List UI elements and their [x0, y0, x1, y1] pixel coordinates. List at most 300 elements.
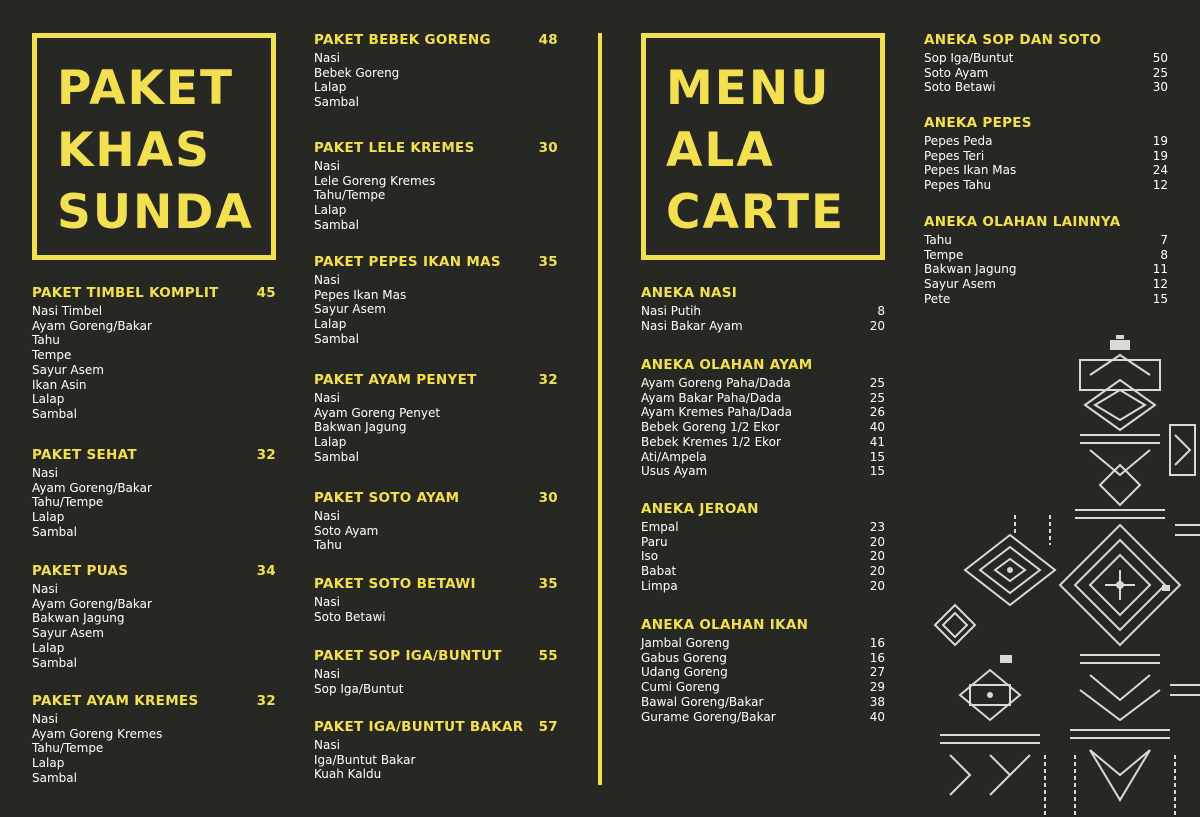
item-name: Lalap: [314, 317, 347, 332]
item-price: 50: [1152, 51, 1168, 65]
list-item: [314, 288, 558, 303]
section-heading: [641, 355, 885, 375]
section-items: [641, 304, 885, 333]
section-price: 32: [256, 447, 276, 463]
item-price: 15: [869, 449, 885, 464]
list-item: [32, 597, 276, 612]
list-item: [32, 611, 276, 626]
item-name: Nasi: [314, 595, 340, 609]
list-item: [32, 466, 276, 481]
list-item: [641, 435, 885, 450]
section-name: ANEKA OLAHAN IKAN: [641, 617, 809, 633]
list-item: [641, 405, 885, 420]
section-heading: [32, 445, 276, 465]
list-item: [314, 524, 558, 539]
section-name: ANEKA OLAHAN AYAM: [641, 357, 813, 373]
item-name: Jambal Goreng: [641, 636, 730, 650]
list-item: [924, 292, 1168, 307]
item-name: Nasi: [314, 738, 340, 752]
item-name: Nasi: [314, 667, 340, 681]
section-name: PAKET AYAM KREMES: [32, 693, 199, 709]
section-heading: [32, 561, 276, 581]
item-price: 20: [869, 578, 885, 593]
list-item: [314, 450, 558, 465]
section-price: 48: [538, 32, 558, 48]
item-name: Tahu/Tempe: [32, 495, 104, 510]
list-item: [32, 582, 276, 597]
item-name: Nasi: [32, 582, 58, 596]
section-name: PAKET SEHAT: [32, 447, 137, 463]
item-name: Pepes Peda: [924, 134, 993, 148]
item-price: 20: [869, 318, 885, 333]
menu-section: [924, 212, 1168, 307]
item-name: Soto Ayam: [924, 65, 989, 80]
menu-section: [32, 691, 276, 786]
section-heading: [314, 574, 558, 594]
list-item: [32, 756, 276, 771]
section-price: 45: [256, 285, 276, 301]
section-name: PAKET SOTO BETAWI: [314, 576, 476, 592]
list-item: [314, 738, 558, 753]
section-name: ANEKA JEROAN: [641, 501, 759, 517]
item-price: 19: [1152, 148, 1168, 163]
item-name: Sayur Asem: [314, 302, 386, 317]
list-item: [924, 163, 1168, 178]
paket-khas-sunda-title: [32, 33, 276, 260]
item-name: Bebek Goreng 1/2 Ekor: [641, 420, 780, 435]
section-name: PAKET TIMBEL KOMPLIT: [32, 285, 219, 301]
section-items: [314, 273, 558, 347]
section-name: PAKET PUAS: [32, 563, 129, 579]
section-price: 34: [256, 563, 276, 579]
list-item: [314, 767, 558, 782]
list-item: [314, 174, 558, 189]
item-name: Nasi Putih: [641, 304, 702, 318]
section-name: PAKET SOTO AYAM: [314, 490, 460, 506]
menu-section: [924, 30, 1168, 95]
section-items: [32, 466, 276, 540]
item-name: Nasi: [32, 466, 58, 480]
section-items: [314, 667, 558, 696]
section-heading: [924, 113, 1168, 133]
title-line: CARTE: [666, 185, 846, 240]
item-name: Tahu: [32, 333, 60, 348]
section-items: [314, 509, 558, 553]
list-item: [641, 549, 885, 564]
title-line: MENU: [666, 61, 831, 116]
item-name: Lalap: [314, 80, 347, 95]
item-name: Ayam Goreng/Bakar: [32, 596, 152, 611]
list-item: [924, 178, 1168, 193]
list-item: [314, 80, 558, 95]
item-price: 7: [1160, 233, 1168, 247]
list-item: [32, 741, 276, 756]
item-price: 12: [1152, 277, 1168, 292]
item-name: Tahu: [314, 538, 342, 553]
list-item: [32, 712, 276, 727]
item-name: Lalap: [32, 392, 65, 407]
item-name: Limpa: [641, 578, 678, 593]
section-heading: [314, 138, 558, 158]
list-item: [314, 218, 558, 233]
section-name: PAKET LELE KREMES: [314, 140, 475, 156]
section-name: PAKET PEPES IKAN MAS: [314, 254, 501, 270]
section-heading: [641, 499, 885, 519]
item-name: Iga/Buntut Bakar: [314, 752, 416, 767]
item-name: Sambal: [32, 770, 77, 785]
list-item: [924, 66, 1168, 81]
menu-section: [314, 252, 558, 347]
item-price: 30: [1152, 80, 1168, 95]
list-item: [32, 510, 276, 525]
section-heading: [32, 283, 276, 303]
list-item: [641, 520, 885, 535]
section-items: [641, 520, 885, 594]
menu-section: [314, 138, 558, 233]
list-item: [314, 273, 558, 288]
item-name: Udang Goreng: [641, 665, 728, 680]
section-items: [32, 304, 276, 422]
item-price: 25: [1152, 65, 1168, 80]
item-name: Lalap: [32, 756, 65, 771]
list-item: [641, 450, 885, 465]
item-name: Sambal: [32, 655, 77, 670]
list-item: [924, 149, 1168, 164]
section-heading: [314, 717, 558, 737]
list-item: [641, 695, 885, 710]
item-name: Usus Ayam: [641, 464, 708, 479]
item-price: 26: [869, 405, 885, 420]
section-price: 30: [538, 490, 558, 506]
section-name: ANEKA NASI: [641, 285, 738, 301]
item-price: 40: [869, 709, 885, 724]
list-item: [641, 420, 885, 435]
section-items: [314, 159, 558, 233]
section-price: 35: [538, 576, 558, 592]
list-item: [641, 304, 885, 319]
section-name: PAKET IGA/BUNTUT BAKAR: [314, 719, 524, 735]
item-name: Tahu/Tempe: [314, 188, 386, 203]
item-price: 24: [1152, 163, 1168, 178]
item-price: 15: [869, 464, 885, 479]
list-item: [314, 682, 558, 697]
item-name: Sayur Asem: [32, 626, 104, 641]
list-item: [314, 51, 558, 66]
menu-section: [641, 283, 885, 333]
list-item: [32, 495, 276, 510]
item-name: Gurame Goreng/Bakar: [641, 709, 776, 724]
item-price: 27: [869, 665, 885, 680]
section-heading: [314, 488, 558, 508]
item-name: Ayam Goreng/Bakar: [32, 318, 152, 333]
item-price: 29: [869, 680, 885, 695]
list-item: [32, 363, 276, 378]
section-heading: [314, 370, 558, 390]
list-item: [641, 636, 885, 651]
item-name: Bakwan Jagung: [314, 420, 407, 435]
section-name: ANEKA OLAHAN LAINNYA: [924, 214, 1121, 230]
item-name: Sayur Asem: [32, 362, 104, 377]
item-price: 19: [1152, 134, 1168, 148]
menu-section: [314, 717, 558, 782]
item-name: Pepes Ikan Mas: [924, 163, 1017, 178]
item-name: Ayam Goreng Paha/Dada: [641, 376, 791, 390]
item-name: Bebek Kremes 1/2 Ekor: [641, 434, 781, 449]
item-name: Tempe: [924, 247, 964, 262]
menu-section: [641, 355, 885, 479]
item-price: 20: [869, 564, 885, 579]
list-item: [641, 651, 885, 666]
list-item: [32, 727, 276, 742]
item-name: Nasi: [314, 273, 340, 287]
section-name: PAKET SOP IGA/BUNTUT: [314, 648, 502, 664]
item-price: 25: [869, 376, 885, 390]
item-name: Lalap: [314, 203, 347, 218]
section-price: 32: [256, 693, 276, 709]
item-name: Soto Betawi: [924, 80, 996, 95]
item-name: Empal: [641, 520, 679, 534]
list-item: [924, 80, 1168, 95]
section-price: 55: [538, 648, 558, 664]
item-name: Ati/Ampela: [641, 449, 707, 464]
menu-section: [641, 499, 885, 594]
item-name: Ayam Goreng Kremes: [32, 726, 163, 741]
section-heading: [314, 30, 558, 50]
item-price: 15: [1152, 291, 1168, 306]
item-price: 20: [869, 549, 885, 564]
item-name: Nasi: [314, 509, 340, 523]
item-name: Babat: [641, 564, 677, 579]
item-name: Cumi Goreng: [641, 680, 720, 695]
item-price: 38: [869, 694, 885, 709]
list-item: [32, 481, 276, 496]
item-price: 8: [877, 304, 885, 318]
section-name: ANEKA SOP DAN SOTO: [924, 32, 1102, 48]
item-name: Lele Goreng Kremes: [314, 173, 436, 188]
item-price: 23: [869, 520, 885, 534]
section-heading: [641, 283, 885, 303]
section-items: [924, 51, 1168, 95]
section-heading: [314, 252, 558, 272]
list-item: [641, 391, 885, 406]
item-name: Lalap: [32, 640, 65, 655]
menu-section: [314, 574, 558, 624]
item-name: Ayam Goreng/Bakar: [32, 480, 152, 495]
item-name: Pete: [924, 291, 951, 306]
item-price: 41: [869, 434, 885, 449]
section-name: PAKET BEBEK GORENG: [314, 32, 491, 48]
item-name: Bakwan Jagung: [32, 611, 125, 626]
item-name: Nasi Timbel: [32, 304, 103, 318]
list-item: [641, 376, 885, 391]
item-name: Ayam Bakar Paha/Dada: [641, 390, 782, 405]
list-item: [314, 435, 558, 450]
item-name: Sambal: [32, 524, 77, 539]
item-name: Iso: [641, 549, 659, 564]
item-name: Pepes Teri: [924, 148, 985, 163]
item-name: Ayam Goreng Penyet: [314, 405, 441, 420]
item-name: Sop Iga/Buntut: [314, 681, 404, 696]
item-name: Gabus Goreng: [641, 650, 727, 665]
list-item: [314, 66, 558, 81]
list-item: [32, 348, 276, 363]
title-line: ALA: [666, 123, 775, 178]
section-items: [314, 595, 558, 624]
item-name: Paru: [641, 534, 668, 549]
item-name: Sayur Asem: [924, 277, 996, 292]
section-items: [32, 712, 276, 786]
item-price: 16: [869, 650, 885, 665]
list-item: [32, 626, 276, 641]
section-name: PAKET AYAM PENYET: [314, 372, 477, 388]
item-name: Nasi: [314, 159, 340, 173]
list-item: [641, 665, 885, 680]
list-item: [314, 332, 558, 347]
section-items: [641, 636, 885, 724]
list-item: [314, 509, 558, 524]
section-items: [314, 51, 558, 110]
item-price: 11: [1152, 262, 1168, 277]
list-item: [924, 134, 1168, 149]
menu-section: [32, 561, 276, 670]
item-name: Pepes Ikan Mas: [314, 287, 407, 302]
item-name: Tempe: [32, 348, 72, 363]
item-name: Bebek Goreng: [314, 65, 400, 80]
menu-section: [32, 445, 276, 540]
section-heading: [924, 212, 1168, 232]
center-divider: [598, 33, 602, 785]
section-items: [32, 582, 276, 670]
menu-section: [641, 615, 885, 724]
list-item: [314, 317, 558, 332]
section-name: ANEKA PEPES: [924, 115, 1032, 131]
list-item: [641, 680, 885, 695]
item-name: Sambal: [314, 449, 359, 464]
list-item: [314, 538, 558, 553]
item-name: Nasi Bakar Ayam: [641, 318, 743, 333]
item-name: Tahu: [924, 233, 952, 247]
item-name: Sambal: [32, 406, 77, 421]
item-price: 16: [869, 636, 885, 650]
menu-ala-carte-title: [641, 33, 885, 260]
item-price: 20: [869, 534, 885, 549]
section-heading: [32, 691, 276, 711]
tribal-pattern-icon: [930, 335, 1200, 817]
item-name: Kuah Kaldu: [314, 767, 382, 782]
list-item: [314, 302, 558, 317]
title-line: KHAS: [57, 123, 211, 178]
list-item: [314, 159, 558, 174]
menu-section: [924, 113, 1168, 193]
section-heading: [924, 30, 1168, 50]
section-items: [314, 391, 558, 465]
list-item: [641, 710, 885, 725]
section-items: [924, 134, 1168, 193]
section-items: [924, 233, 1168, 307]
list-item: [641, 579, 885, 594]
section-heading: [314, 646, 558, 666]
item-name: Sambal: [314, 95, 359, 110]
section-price: 32: [538, 372, 558, 388]
item-name: Bakwan Jagung: [924, 262, 1017, 277]
menu-section: [314, 370, 558, 465]
item-name: Tahu/Tempe: [32, 741, 104, 756]
item-name: Soto Betawi: [314, 609, 386, 624]
list-item: [314, 188, 558, 203]
list-item: [32, 378, 276, 393]
list-item: [314, 203, 558, 218]
item-name: Sambal: [314, 217, 359, 232]
menu-section: [314, 646, 558, 696]
item-price: 8: [1160, 247, 1168, 262]
item-name: Soto Ayam: [314, 523, 379, 538]
item-name: Lalap: [32, 510, 65, 525]
list-item: [924, 277, 1168, 292]
list-item: [641, 564, 885, 579]
list-item: [314, 667, 558, 682]
item-name: Pepes Tahu: [924, 178, 992, 193]
list-item: [314, 610, 558, 625]
list-item: [314, 420, 558, 435]
item-name: Lalap: [314, 435, 347, 450]
list-item: [641, 464, 885, 479]
list-item: [924, 262, 1168, 277]
section-price: 57: [538, 719, 558, 735]
title-line: SUNDA: [57, 185, 254, 240]
section-price: 30: [538, 140, 558, 156]
section-price: 35: [538, 254, 558, 270]
list-item: [641, 319, 885, 334]
section-items: [314, 738, 558, 782]
item-name: Ikan Asin: [32, 377, 87, 392]
title-line: PAKET: [57, 61, 235, 116]
section-heading: [641, 615, 885, 635]
menu-section: [314, 488, 558, 553]
list-item: [924, 248, 1168, 263]
list-item: [924, 233, 1168, 248]
item-price: 12: [1152, 178, 1168, 193]
list-item: [32, 304, 276, 319]
list-item: [314, 753, 558, 768]
item-name: Sop Iga/Buntut: [924, 51, 1014, 65]
list-item: [314, 406, 558, 421]
list-item: [314, 391, 558, 406]
list-item: [924, 51, 1168, 66]
list-item: [32, 641, 276, 656]
menu-section: [32, 283, 276, 422]
menu-section: [314, 30, 558, 110]
list-item: [32, 333, 276, 348]
list-item: [641, 535, 885, 550]
item-name: Nasi: [314, 391, 340, 405]
list-item: [314, 595, 558, 610]
item-name: Ayam Kremes Paha/Dada: [641, 405, 793, 420]
list-item: [32, 407, 276, 422]
section-items: [641, 376, 885, 479]
item-name: Bawal Goreng/Bakar: [641, 694, 764, 709]
item-price: 40: [869, 420, 885, 435]
list-item: [32, 392, 276, 407]
list-item: [32, 319, 276, 334]
item-price: 25: [869, 390, 885, 405]
item-name: Nasi: [314, 51, 340, 65]
list-item: [32, 771, 276, 786]
item-name: Sambal: [314, 331, 359, 346]
list-item: [314, 95, 558, 110]
list-item: [32, 525, 276, 540]
list-item: [32, 656, 276, 671]
item-name: Nasi: [32, 712, 58, 726]
